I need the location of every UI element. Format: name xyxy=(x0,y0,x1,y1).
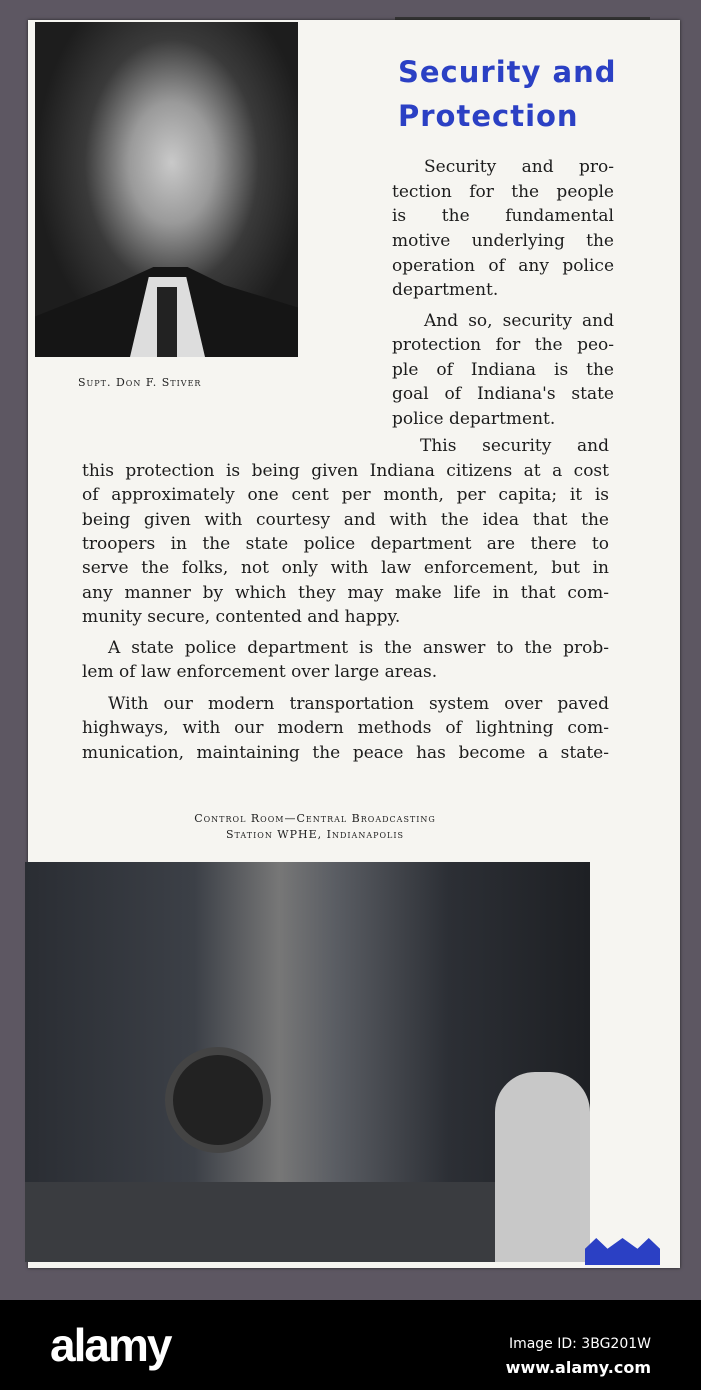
text-line: police department. xyxy=(392,409,556,429)
alamy-logo: alamy xyxy=(50,1319,171,1371)
text-line: troopers in the state police department are there to xyxy=(82,534,609,554)
text-line: motive underlying the xyxy=(392,231,614,251)
text-line: lem of law enforcement over large areas. xyxy=(82,662,438,682)
text-line: protection for the peo- xyxy=(392,335,614,355)
text-line: is the fundamental xyxy=(392,206,614,226)
photo-caption-line: Control Room—Central Broadcasting xyxy=(194,812,436,825)
photo-caption-line: Station WPHE, Indianapolis xyxy=(225,828,405,841)
text-line: department. xyxy=(392,280,499,300)
page-title xyxy=(398,50,616,138)
watermark-footer xyxy=(0,1300,701,1390)
portrait-photo xyxy=(35,22,298,357)
text-line: munity secure, contented and happy. xyxy=(82,607,401,627)
text-line: any manner by which they may make life in that com- xyxy=(82,583,609,603)
text-line: With our modern transportation system over paved xyxy=(108,694,609,714)
site-url: www.alamy.com xyxy=(505,1358,651,1377)
text-line: this protection is being given Indiana citizens at a cost xyxy=(82,461,609,481)
title-line: Protection xyxy=(398,99,579,133)
text-line: goal of Indiana's state xyxy=(392,384,614,404)
text-line: And so, security and xyxy=(424,311,614,331)
control-room-photo xyxy=(25,862,590,1262)
title-line: Security and xyxy=(398,55,617,89)
text-line: being given with courtesy and with the idea that the xyxy=(82,510,609,530)
text-line: munication, maintaining the peace has become a state- xyxy=(82,743,609,763)
portrait-caption: Supt. Don F. Stiver xyxy=(78,376,202,389)
text-line: This security and xyxy=(420,436,609,456)
text-line: of approximately one cent per month, per capita; it is xyxy=(82,485,609,505)
text-line: serve the folks, not only with law enforcement, but in xyxy=(82,558,609,578)
text-line: highways, with our modern methods of lightning com- xyxy=(82,718,609,738)
image-id: Image ID: 3BG201W xyxy=(508,1336,651,1352)
blue-decoration xyxy=(585,1238,660,1265)
text-line: operation of any police xyxy=(392,256,614,276)
text-line: Security and pro- xyxy=(424,157,614,177)
text-line: ple of Indiana is the xyxy=(392,360,614,380)
text-line: tection for the people xyxy=(392,182,614,202)
text-line: A state police department is the answer to the prob- xyxy=(108,638,609,658)
